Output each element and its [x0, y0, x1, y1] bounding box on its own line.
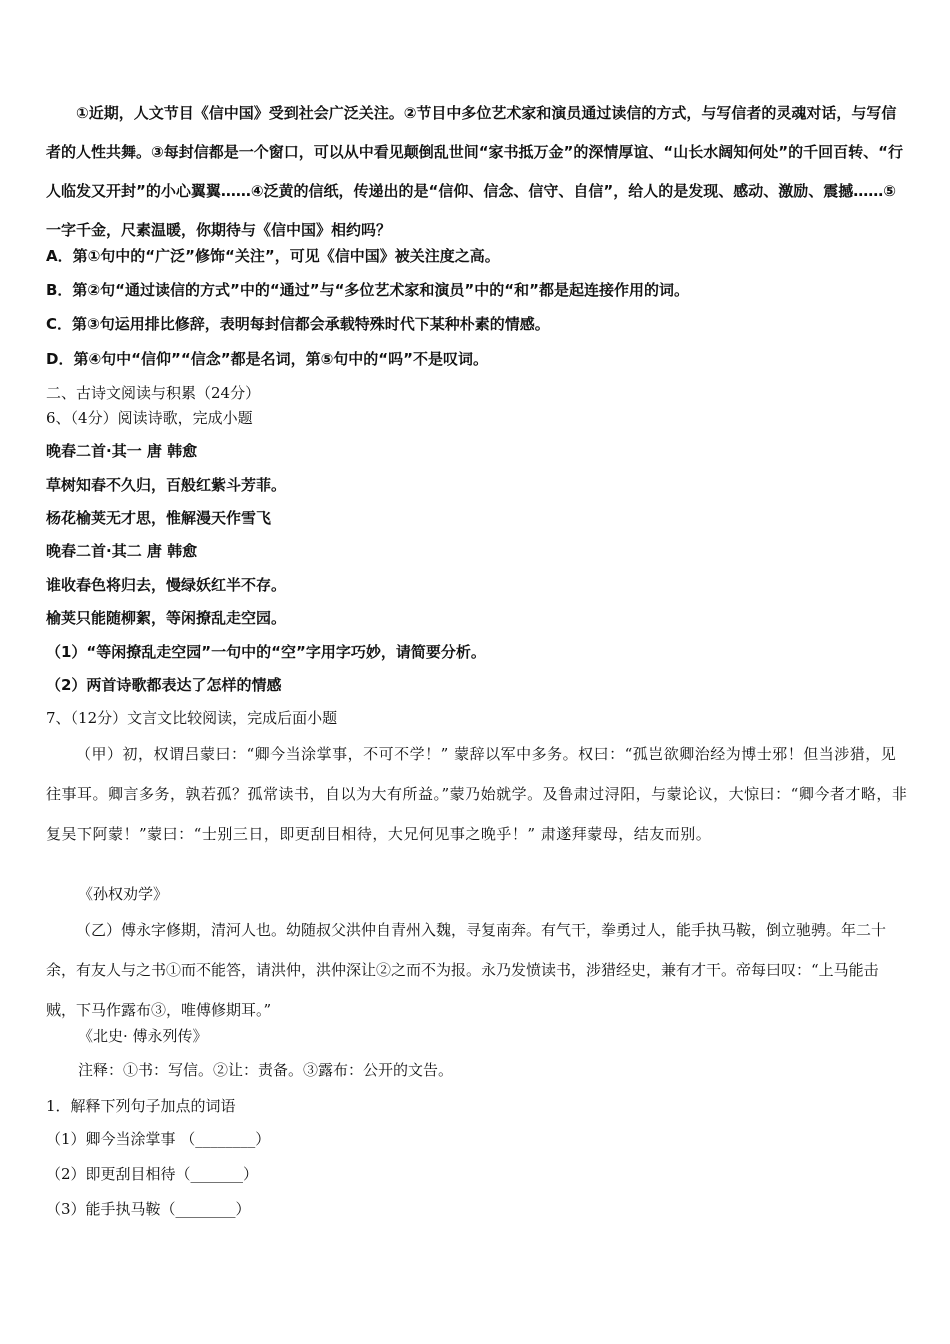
poem-title-2: 晚春二首·其二 唐 韩愈 — [46, 542, 198, 560]
poem-line: 草树知春不久归，百般红紫斗芳菲。 — [46, 476, 287, 494]
q7-passage-yi: （乙）傅永字修期，清河人也。幼随叔父洪仲自青州入魏，寻复南奔。有气干，拳勇过人，能手执马鞍，倒立驰骋。年二十余，有友人与之书①而不能答，请洪仲，洪仲深让②之而不为报。永乃发愤读书，涉猎经史，兼有才干。帝每曰叹：“上马能击贼，下马作露布③，唯傅修期耳。” — [46, 921, 887, 1019]
q6-header: 6、（4分）阅读诗歌，完成小题 — [46, 409, 253, 427]
q6-question-2: （2）两首诗歌都表达了怎样的情感 — [46, 676, 282, 694]
q7-source-yi: 《北史· 傅永列传》 — [78, 1027, 208, 1045]
q7-source-jia: 《孙权劝学》 — [78, 885, 169, 903]
section-heading: 二、古诗文阅读与积累（24分） — [46, 384, 261, 402]
q5-option-b: B．第②句“通过读信的方式”中的“通过”与“多位艺术家和演员”中的“和”都是起连接作用的词。 — [46, 281, 690, 299]
q7-sub-header: 1．解释下列句子加点的词语 — [46, 1097, 236, 1115]
q7-sub-item-3: （3）能手执马鞍（________） — [46, 1200, 251, 1218]
poem-line: 榆荚只能随柳絮，等闲撩乱走空园。 — [46, 609, 287, 627]
poem-title-1: 晚春二首·其一 唐 韩愈 — [46, 442, 198, 460]
q5-option-c: C．第③句运用排比修辞，表明每封信都会承载特殊时代下某种朴素的情感。 — [46, 315, 550, 333]
q7-header: 7、（12分）文言文比较阅读，完成后面小题 — [46, 709, 338, 727]
q6-question-1: （1）“等闲撩乱走空园”一句中的“空”字用字巧妙，请简要分析。 — [46, 643, 486, 661]
q7-sub-item-2: （2）即更刮目相待（_______） — [46, 1165, 259, 1183]
q5-passage: ①近期，人文节目《信中国》受到社会广泛关注。②节目中多位艺术家和演员通过读信的方式，与写信者的灵魂对话，与写信者的人性共舞。③每封信都是一个窗口，可以从中看见颠倒乱世间“家书抵万金”的深情厚谊、“山长水阔知何处”的千回百转、“行人临发又开封”的小心翼翼……④泛黄的信纸，传递出的是“信仰、信念、信守、自信”，给人的是发现、感动、激励、震撼……⑤一字千金，尺素温暖，你期待与《信中国》相约吗？ — [46, 104, 903, 239]
q7-notes: 注释：①书：写信。②让：责备。③露布：公开的文告。 — [78, 1061, 454, 1079]
q7-passage-jia: （甲）初，权谓吕蒙曰：“卿今当涂掌事，不可不学！” 蒙辞以军中多务。权曰：“孤岂欲卿治经为博士邪！但当涉猎，见往事耳。卿言多务，孰若孤？孤常读书，自以为大有所益。”蒙乃始就学。及鲁肃过浔阳，与蒙论议，大惊曰：“卿今者才略，非复吴下阿蒙！”蒙曰：“士别三日，即更刮目相待，大兄何见事之晚乎！” 肃遂拜蒙母，结友而别。 — [46, 745, 908, 843]
poem-line: 谁收春色将归去，慢绿妖红半不存。 — [46, 576, 287, 594]
poem-line: 杨花榆荚无才思，惟解漫天作雪飞 — [46, 509, 272, 527]
q7-sub-item-1: （1）卿今当涂掌事 （________） — [46, 1130, 271, 1148]
q5-option-d: D．第④句中“信仰”“信念”都是名词，第⑤句中的“吗”不是叹词。 — [46, 350, 489, 368]
q5-option-a: A．第①句中的“广泛”修饰“关注”，可见《信中国》被关注度之高。 — [46, 247, 500, 265]
